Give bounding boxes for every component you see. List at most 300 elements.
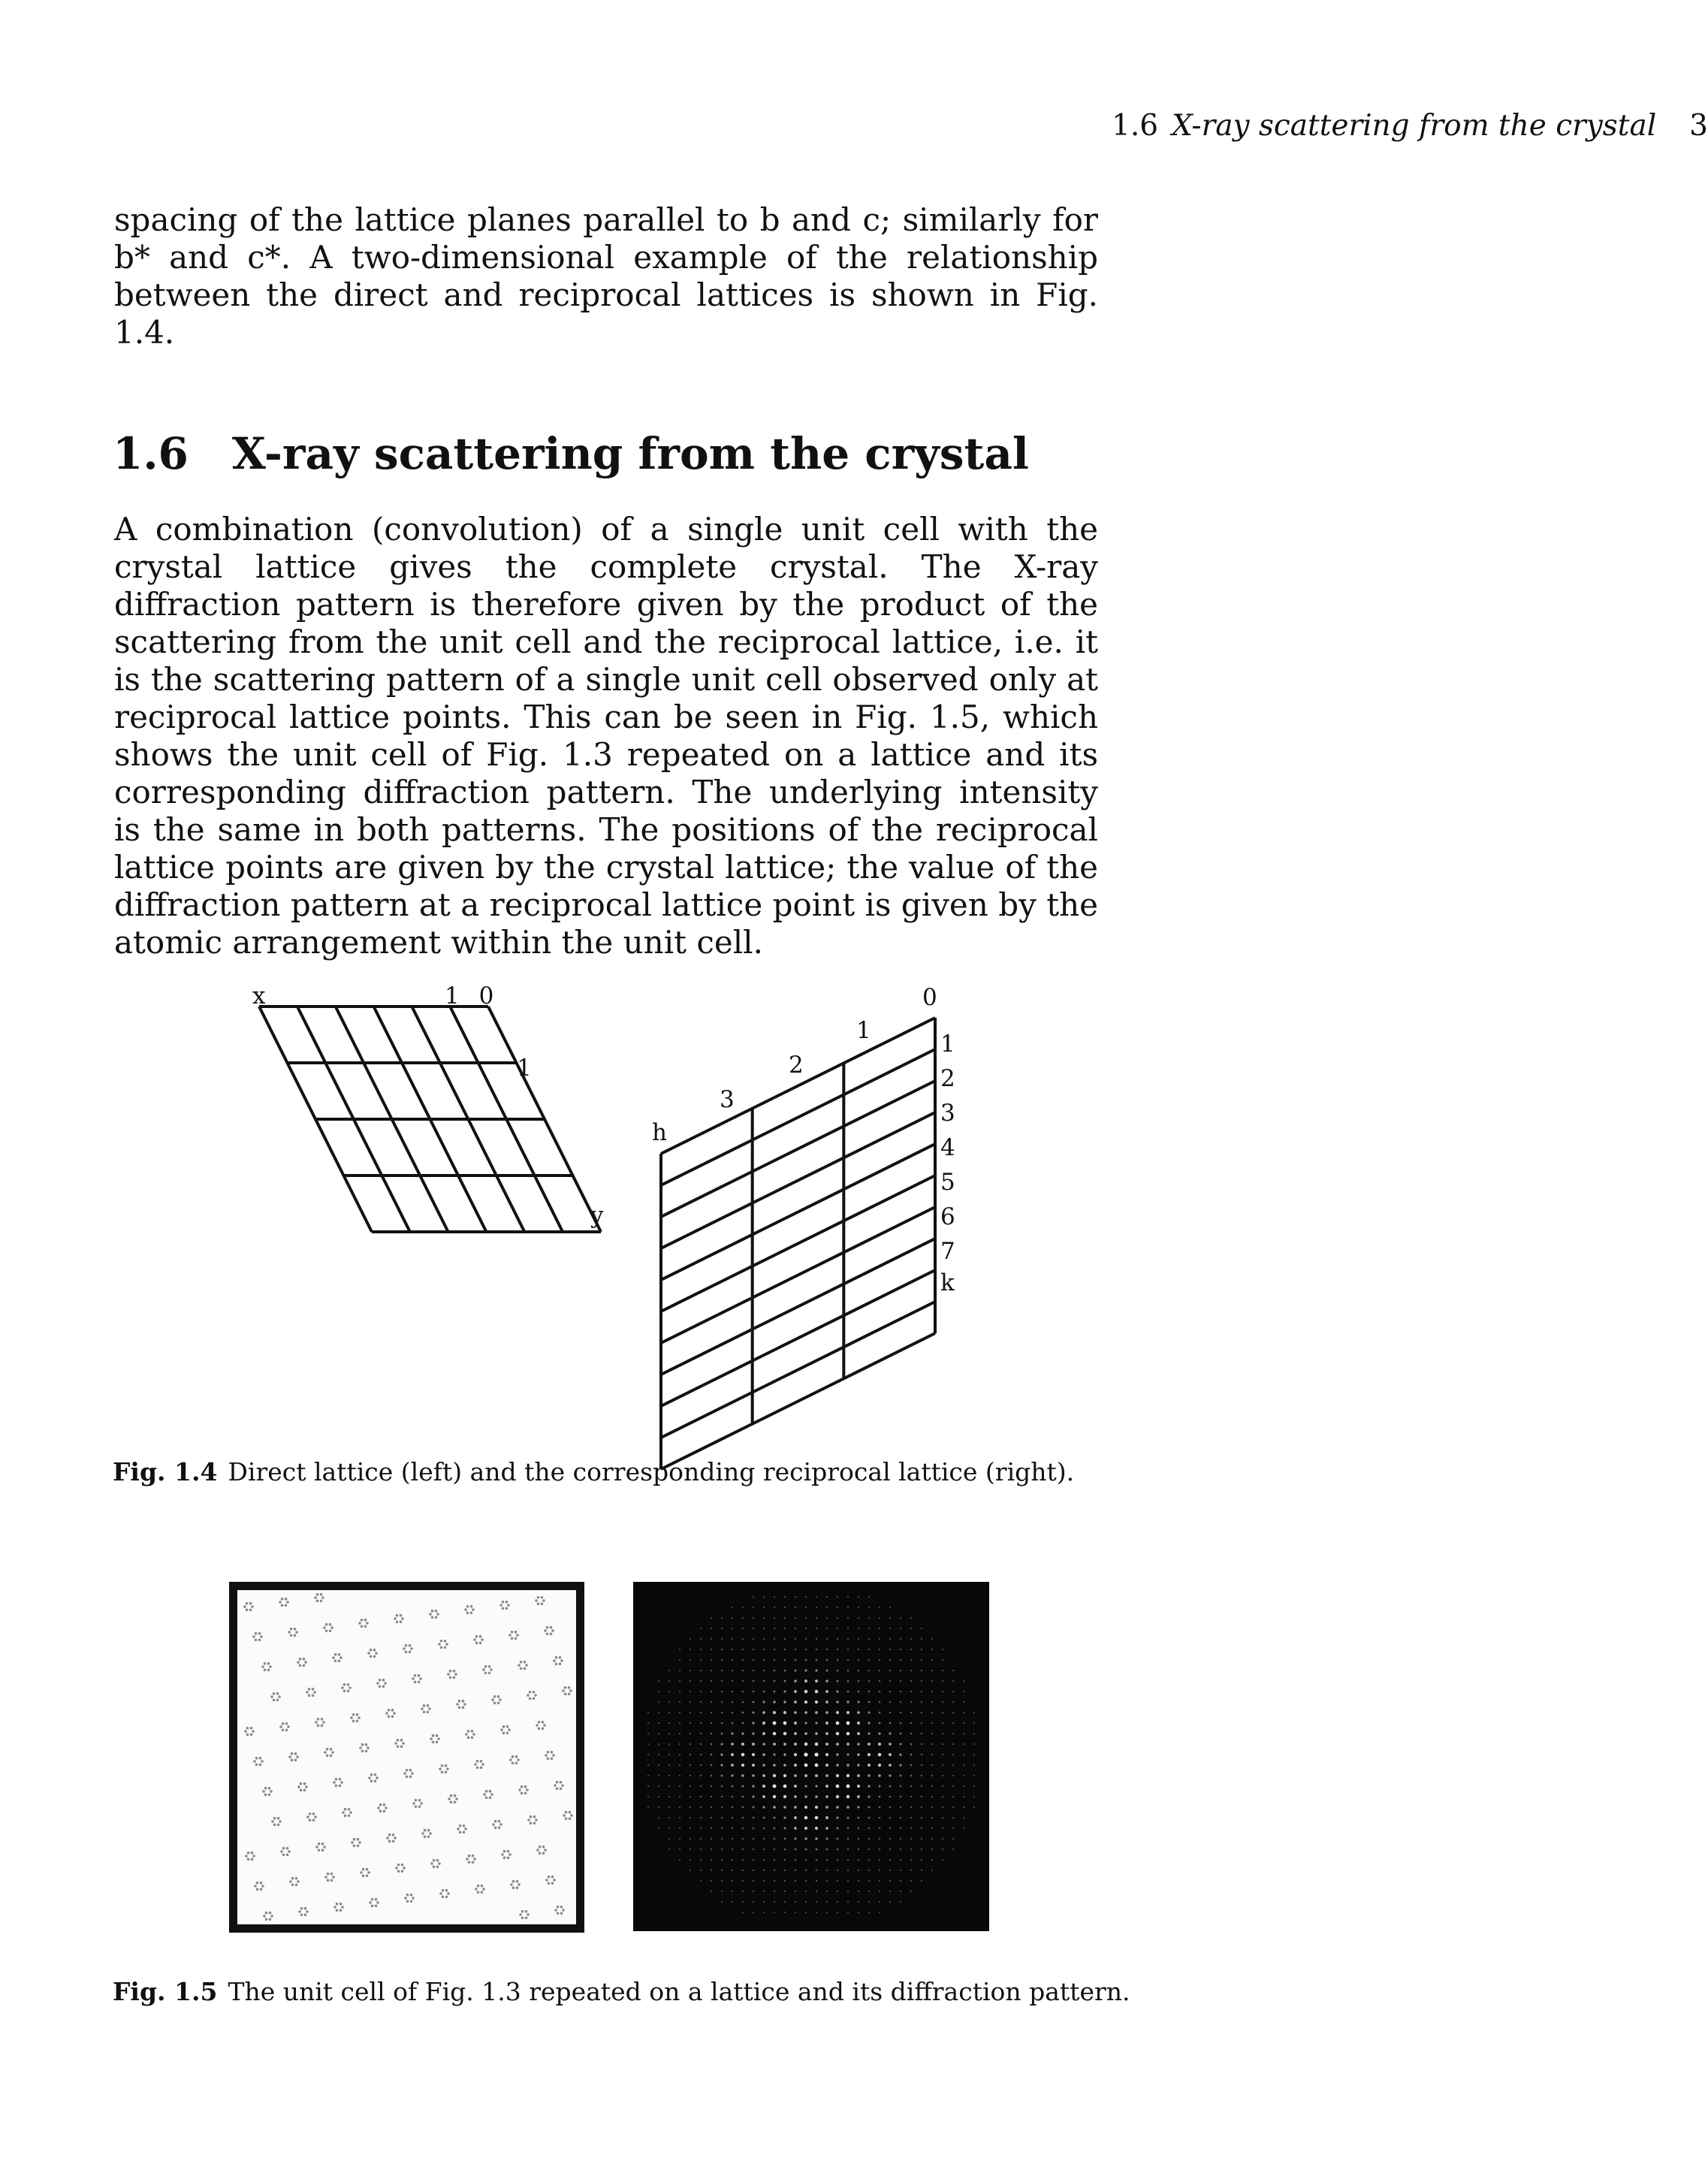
diffraction-spot bbox=[783, 1816, 786, 1818]
atom bbox=[330, 1755, 333, 1758]
atom bbox=[394, 1836, 397, 1840]
diffraction-spot bbox=[826, 1849, 828, 1851]
diffraction-spot bbox=[910, 1743, 913, 1746]
diffraction-spot bbox=[711, 1701, 712, 1703]
atom bbox=[306, 1815, 309, 1818]
diffraction-spot bbox=[795, 1870, 796, 1871]
unit-cell-motif bbox=[447, 1670, 457, 1679]
unit-cell-motif bbox=[297, 1658, 307, 1667]
diffraction-spot bbox=[889, 1796, 892, 1798]
atom bbox=[341, 1906, 344, 1909]
diffraction-spot bbox=[679, 1670, 680, 1671]
diffraction-spot bbox=[847, 1638, 849, 1640]
atom bbox=[526, 1788, 529, 1791]
atom bbox=[401, 1864, 404, 1867]
diffraction-spot bbox=[668, 1712, 670, 1713]
diffraction-spot bbox=[753, 1817, 755, 1819]
atom bbox=[436, 1866, 439, 1869]
diffraction-spot bbox=[732, 1901, 733, 1903]
diffraction-spot bbox=[774, 1659, 776, 1661]
atom bbox=[291, 1752, 294, 1755]
atom bbox=[277, 1824, 280, 1827]
atom bbox=[359, 1746, 362, 1749]
diffraction-spot bbox=[847, 1670, 849, 1672]
diffraction-spot bbox=[868, 1880, 870, 1882]
diffraction-spot bbox=[805, 1659, 807, 1661]
diffraction-spot bbox=[847, 1901, 849, 1903]
unit-cell-motif bbox=[271, 1817, 282, 1826]
atom bbox=[445, 1771, 448, 1774]
diffraction-spot bbox=[868, 1711, 870, 1713]
diffraction-spot bbox=[952, 1670, 954, 1671]
diffraction-spot bbox=[690, 1775, 691, 1776]
diffraction-spot bbox=[784, 1901, 786, 1903]
atom bbox=[427, 1836, 430, 1839]
diffraction-spot bbox=[700, 1785, 702, 1787]
atom bbox=[430, 1737, 433, 1740]
atom bbox=[375, 1652, 378, 1655]
atom bbox=[343, 1690, 346, 1693]
diffraction-spot bbox=[847, 1596, 849, 1598]
unit-cell-motif bbox=[404, 1894, 415, 1903]
diffraction-spot bbox=[700, 1859, 702, 1861]
diffraction-spot bbox=[795, 1596, 796, 1598]
atom bbox=[554, 1784, 557, 1787]
diffraction-spot bbox=[921, 1806, 922, 1808]
diffraction-spot bbox=[889, 1743, 892, 1746]
diffraction-spot bbox=[721, 1775, 723, 1777]
atom bbox=[386, 1836, 389, 1840]
diffraction-spot bbox=[889, 1712, 892, 1714]
diffraction-spot bbox=[868, 1722, 870, 1724]
diffraction-spot bbox=[858, 1901, 859, 1903]
diffraction-spot bbox=[711, 1649, 712, 1650]
diffraction-spot bbox=[826, 1859, 828, 1861]
diffraction-spot bbox=[837, 1670, 839, 1672]
atom bbox=[300, 1907, 303, 1910]
diffraction-spot bbox=[784, 1649, 786, 1650]
diffraction-spot bbox=[711, 1785, 713, 1788]
diffraction-spot bbox=[721, 1712, 723, 1714]
unit-cell-motif bbox=[500, 1725, 511, 1734]
diffraction-spot bbox=[690, 1649, 691, 1650]
diffraction-spot bbox=[889, 1859, 891, 1861]
diffraction-spot bbox=[900, 1817, 901, 1818]
unit-cell-motif bbox=[544, 1626, 554, 1635]
atom bbox=[545, 1879, 548, 1882]
diffraction-spot bbox=[931, 1701, 933, 1703]
atom bbox=[270, 1695, 273, 1698]
diffraction-spot bbox=[732, 1691, 733, 1692]
diffraction-spot bbox=[700, 1659, 702, 1661]
atom bbox=[464, 1608, 467, 1611]
atom bbox=[252, 1730, 255, 1733]
atom bbox=[412, 1897, 415, 1900]
unit-cell-motif bbox=[263, 1912, 273, 1921]
atom bbox=[565, 1811, 568, 1814]
diffraction-spot bbox=[647, 1722, 649, 1724]
atom bbox=[261, 1665, 264, 1668]
diffraction-spot bbox=[753, 1659, 754, 1661]
atom bbox=[456, 1703, 459, 1706]
diffraction-spot bbox=[847, 1859, 849, 1861]
atom bbox=[568, 1693, 571, 1696]
atom bbox=[536, 1849, 539, 1852]
diffraction-spot bbox=[921, 1870, 922, 1871]
diffraction-spot bbox=[783, 1701, 786, 1703]
atom bbox=[343, 1683, 346, 1686]
atom bbox=[493, 1695, 496, 1698]
diffraction-spot bbox=[826, 1880, 828, 1882]
diffraction-spot bbox=[858, 1849, 859, 1850]
atom bbox=[371, 1898, 374, 1901]
atom bbox=[353, 1845, 356, 1848]
diffraction-spot bbox=[899, 1764, 901, 1766]
diffraction-spot bbox=[825, 1837, 828, 1840]
unit-cell-motif bbox=[351, 1838, 361, 1847]
diffraction-spot bbox=[910, 1775, 913, 1777]
atom bbox=[466, 1612, 469, 1615]
atom bbox=[435, 1616, 438, 1619]
atom bbox=[333, 1781, 336, 1784]
diffraction-spot bbox=[711, 1796, 712, 1797]
atom bbox=[244, 1730, 247, 1733]
atom bbox=[421, 1832, 424, 1835]
atom bbox=[544, 1849, 547, 1852]
diffraction-spot bbox=[794, 1690, 797, 1693]
diffraction-spot bbox=[963, 1712, 964, 1713]
atom bbox=[388, 1833, 391, 1836]
diffraction-spot bbox=[815, 1827, 818, 1830]
atom bbox=[502, 1732, 505, 1735]
diffraction-spot bbox=[753, 1607, 754, 1608]
atom bbox=[318, 1843, 321, 1846]
diffraction-spot bbox=[868, 1670, 870, 1671]
diffraction-spot bbox=[815, 1701, 818, 1704]
atom bbox=[403, 1772, 406, 1775]
atom bbox=[371, 1905, 374, 1908]
atom bbox=[481, 1638, 484, 1641]
diffraction-spot bbox=[868, 1849, 870, 1850]
unit-cell-motif bbox=[243, 1602, 254, 1611]
diffraction-spot bbox=[825, 1795, 828, 1798]
atom bbox=[268, 1794, 271, 1797]
atom bbox=[541, 1596, 544, 1599]
diffraction-spot bbox=[858, 1891, 859, 1892]
diffraction-spot bbox=[889, 1732, 891, 1734]
diffraction-spot bbox=[826, 1912, 828, 1913]
diffraction-spot bbox=[879, 1691, 881, 1693]
atom bbox=[397, 1864, 400, 1867]
diffraction-spot bbox=[816, 1638, 817, 1640]
atom bbox=[321, 1843, 324, 1846]
atom bbox=[318, 1849, 321, 1852]
diffraction-spot bbox=[668, 1754, 670, 1755]
unit-cell-motif bbox=[306, 1812, 317, 1821]
diffraction-spot bbox=[700, 1754, 702, 1756]
diffraction-spot bbox=[679, 1743, 680, 1745]
label-1-0: 1 0 bbox=[445, 982, 500, 1010]
atom bbox=[563, 1814, 566, 1817]
diffraction-spot bbox=[711, 1638, 712, 1640]
diffraction-spot bbox=[700, 1649, 702, 1650]
unit-cell-motif bbox=[332, 1653, 343, 1662]
atom bbox=[507, 1850, 510, 1853]
diffraction-spot bbox=[721, 1680, 723, 1682]
diffraction-spot bbox=[846, 1806, 849, 1809]
diffraction-spot bbox=[952, 1722, 954, 1724]
atom bbox=[520, 1667, 523, 1670]
diffraction-spot bbox=[795, 1849, 797, 1851]
diffraction-spot bbox=[921, 1733, 922, 1734]
atom bbox=[336, 1909, 339, 1912]
diffraction-spot bbox=[700, 1764, 702, 1767]
diffraction-spot bbox=[878, 1743, 881, 1746]
diffraction-spot bbox=[690, 1638, 691, 1640]
diffraction-spot bbox=[700, 1796, 702, 1797]
diffraction-spot bbox=[721, 1849, 723, 1850]
unit-cell-motif bbox=[456, 1700, 466, 1709]
atom bbox=[551, 1876, 554, 1879]
diffraction-pattern bbox=[633, 1582, 989, 1931]
diffraction-spot bbox=[868, 1659, 870, 1661]
atom bbox=[424, 1829, 427, 1832]
atom bbox=[477, 1885, 480, 1888]
atom bbox=[367, 1871, 370, 1874]
diffraction-spot bbox=[774, 1912, 775, 1913]
diffraction-spot bbox=[794, 1816, 797, 1819]
diffraction-spot bbox=[690, 1817, 691, 1818]
atom bbox=[418, 1799, 421, 1802]
side-label-7: 7 bbox=[940, 1238, 955, 1265]
atom bbox=[515, 1762, 518, 1765]
diffraction-spot bbox=[732, 1628, 733, 1629]
diffraction-spot bbox=[805, 1638, 807, 1640]
atom bbox=[494, 1820, 497, 1823]
atom bbox=[370, 1773, 373, 1776]
diffraction-spot bbox=[679, 1806, 680, 1808]
diffraction-spot bbox=[763, 1680, 765, 1683]
atom bbox=[291, 1877, 294, 1880]
diffraction-spot bbox=[763, 1659, 765, 1661]
diffraction-spot bbox=[900, 1628, 901, 1629]
unit-cell-motif bbox=[288, 1628, 298, 1637]
diffraction-spot bbox=[942, 1670, 943, 1671]
unit-cell-motif bbox=[377, 1803, 388, 1812]
unit-cell-motif bbox=[386, 1833, 397, 1843]
diffraction-spot bbox=[742, 1617, 744, 1619]
diffraction-spot bbox=[700, 1628, 702, 1629]
diffraction-spot bbox=[763, 1859, 765, 1861]
atom bbox=[325, 1623, 328, 1626]
diffraction-spot bbox=[732, 1880, 733, 1882]
atom bbox=[300, 1914, 303, 1917]
top-label-2: 2 bbox=[789, 1052, 804, 1079]
atom bbox=[247, 1852, 250, 1855]
atom bbox=[530, 1815, 533, 1818]
diffraction-spot bbox=[816, 1880, 817, 1882]
unit-cell-motif bbox=[245, 1852, 255, 1861]
diffraction-spot bbox=[889, 1659, 891, 1661]
diffraction-spot bbox=[825, 1816, 828, 1819]
unit-cell-motif bbox=[438, 1640, 448, 1649]
atom bbox=[509, 1758, 512, 1761]
diffraction-spot bbox=[679, 1659, 680, 1661]
atom bbox=[348, 1815, 351, 1818]
diffraction-spot bbox=[952, 1743, 954, 1745]
diffraction-spot bbox=[721, 1859, 723, 1861]
diffraction-spot bbox=[858, 1596, 859, 1598]
atom bbox=[273, 1699, 276, 1702]
atom bbox=[431, 1610, 434, 1613]
atom bbox=[366, 1875, 369, 1878]
diffraction-spot bbox=[878, 1732, 880, 1734]
diffraction-spot bbox=[721, 1649, 723, 1650]
unit-cell-motif bbox=[358, 1619, 369, 1628]
atom bbox=[479, 1642, 482, 1645]
atom bbox=[511, 1755, 515, 1758]
atom bbox=[294, 1634, 297, 1637]
atom bbox=[277, 1817, 280, 1820]
diffraction-spot bbox=[763, 1827, 765, 1830]
diffraction-spot bbox=[921, 1743, 922, 1745]
diffraction-spot bbox=[973, 1775, 975, 1776]
diffraction-spot bbox=[742, 1912, 744, 1913]
atom bbox=[376, 1682, 379, 1685]
unit-cell-motif bbox=[421, 1829, 432, 1838]
atom bbox=[314, 1596, 317, 1599]
diffraction-spot bbox=[774, 1870, 775, 1871]
diffraction-spot bbox=[889, 1827, 891, 1829]
atom bbox=[324, 1751, 327, 1754]
diffraction-spot bbox=[742, 1628, 744, 1629]
diffraction-spot bbox=[837, 1849, 839, 1851]
diffraction-spot bbox=[952, 1806, 954, 1808]
diffraction-spot bbox=[711, 1859, 712, 1861]
diffraction-spot bbox=[711, 1838, 712, 1840]
diffraction-spot bbox=[784, 1617, 786, 1619]
diffraction-spot bbox=[690, 1722, 691, 1724]
diffraction-spot bbox=[794, 1732, 797, 1735]
diffraction-spot bbox=[816, 1649, 818, 1651]
diffraction-spot bbox=[816, 1901, 817, 1903]
atom bbox=[424, 1836, 427, 1839]
atom bbox=[542, 1852, 545, 1855]
diffraction-spot bbox=[868, 1870, 870, 1871]
atom bbox=[562, 1909, 565, 1912]
atom bbox=[535, 1818, 538, 1821]
diffraction-spot bbox=[846, 1785, 850, 1788]
diffraction-spot bbox=[952, 1701, 954, 1703]
diffraction-spot bbox=[690, 1754, 691, 1755]
diffraction-spot bbox=[804, 1774, 807, 1777]
diffraction-spot bbox=[753, 1838, 755, 1840]
diffraction-spot bbox=[825, 1806, 828, 1809]
atom bbox=[357, 1838, 360, 1841]
diffraction-spot bbox=[711, 1754, 713, 1756]
atom bbox=[473, 1638, 476, 1641]
diffraction-spot bbox=[720, 1764, 723, 1766]
atom bbox=[488, 1665, 491, 1668]
atom bbox=[505, 1607, 508, 1610]
atom bbox=[533, 1691, 536, 1694]
atom bbox=[397, 1739, 400, 1742]
unit-cell-motif bbox=[475, 1885, 485, 1894]
atom bbox=[512, 1880, 515, 1883]
diffraction-spot bbox=[742, 1796, 744, 1798]
diffraction-spot bbox=[731, 1732, 733, 1734]
diffraction-spot bbox=[774, 1596, 775, 1598]
diffraction-spot bbox=[690, 1670, 691, 1671]
atom bbox=[340, 1781, 343, 1784]
diffraction-spot bbox=[910, 1712, 912, 1713]
diffraction-spot bbox=[963, 1785, 964, 1787]
diffraction-spot bbox=[741, 1753, 745, 1757]
diffraction-spot bbox=[700, 1691, 702, 1692]
atom bbox=[542, 1599, 545, 1602]
diffraction-spot bbox=[773, 1701, 775, 1703]
atom bbox=[329, 1623, 332, 1626]
figure-1-4-caption-label: Fig. 1.4 bbox=[113, 1457, 218, 1486]
diffraction-spot bbox=[658, 1680, 659, 1682]
diffraction-spot bbox=[700, 1775, 702, 1776]
diffraction-spot bbox=[879, 1659, 880, 1661]
atom bbox=[335, 1778, 338, 1781]
atom bbox=[489, 1797, 492, 1800]
diffraction-spot bbox=[732, 1659, 733, 1661]
diffraction-spot bbox=[732, 1638, 733, 1640]
atom bbox=[551, 1751, 554, 1754]
diffraction-spot bbox=[931, 1806, 933, 1808]
diffraction-spot bbox=[647, 1712, 649, 1713]
diffraction-spot bbox=[931, 1680, 933, 1682]
diffraction-spot bbox=[742, 1891, 744, 1892]
diffraction-spot bbox=[889, 1774, 891, 1776]
diffraction-spot bbox=[825, 1722, 828, 1725]
atom bbox=[400, 1739, 403, 1742]
diffraction-spot bbox=[868, 1859, 870, 1861]
atom bbox=[471, 1730, 474, 1733]
top-label-3: 3 bbox=[720, 1086, 735, 1113]
atom bbox=[264, 1787, 267, 1790]
diffraction-spot bbox=[900, 1638, 901, 1640]
diffraction-spot bbox=[952, 1849, 954, 1850]
diffraction-spot bbox=[658, 1722, 659, 1724]
atom bbox=[476, 1767, 479, 1770]
diffraction-spot bbox=[700, 1806, 702, 1808]
atom bbox=[454, 1801, 457, 1804]
diffraction-spot bbox=[679, 1838, 680, 1840]
diffraction-spot bbox=[921, 1680, 922, 1682]
diffraction-spot bbox=[921, 1670, 922, 1671]
unit-cell-motif bbox=[254, 1882, 264, 1891]
diffraction-spot bbox=[858, 1628, 859, 1629]
diffraction-spot bbox=[931, 1722, 933, 1724]
diffraction-spot bbox=[942, 1743, 943, 1745]
diffraction-spot bbox=[847, 1649, 849, 1650]
diffraction-spot bbox=[973, 1712, 975, 1713]
diffraction-spot bbox=[836, 1774, 839, 1777]
atom bbox=[450, 1794, 453, 1797]
diffraction-spot bbox=[889, 1701, 892, 1704]
diffraction-spot bbox=[647, 1796, 649, 1797]
diffraction-spot bbox=[963, 1817, 964, 1818]
diffraction-spot bbox=[910, 1722, 913, 1725]
atom bbox=[508, 1728, 511, 1731]
diffraction-spot bbox=[763, 1670, 765, 1672]
atom bbox=[385, 1806, 388, 1809]
diffraction-spot bbox=[825, 1764, 828, 1767]
